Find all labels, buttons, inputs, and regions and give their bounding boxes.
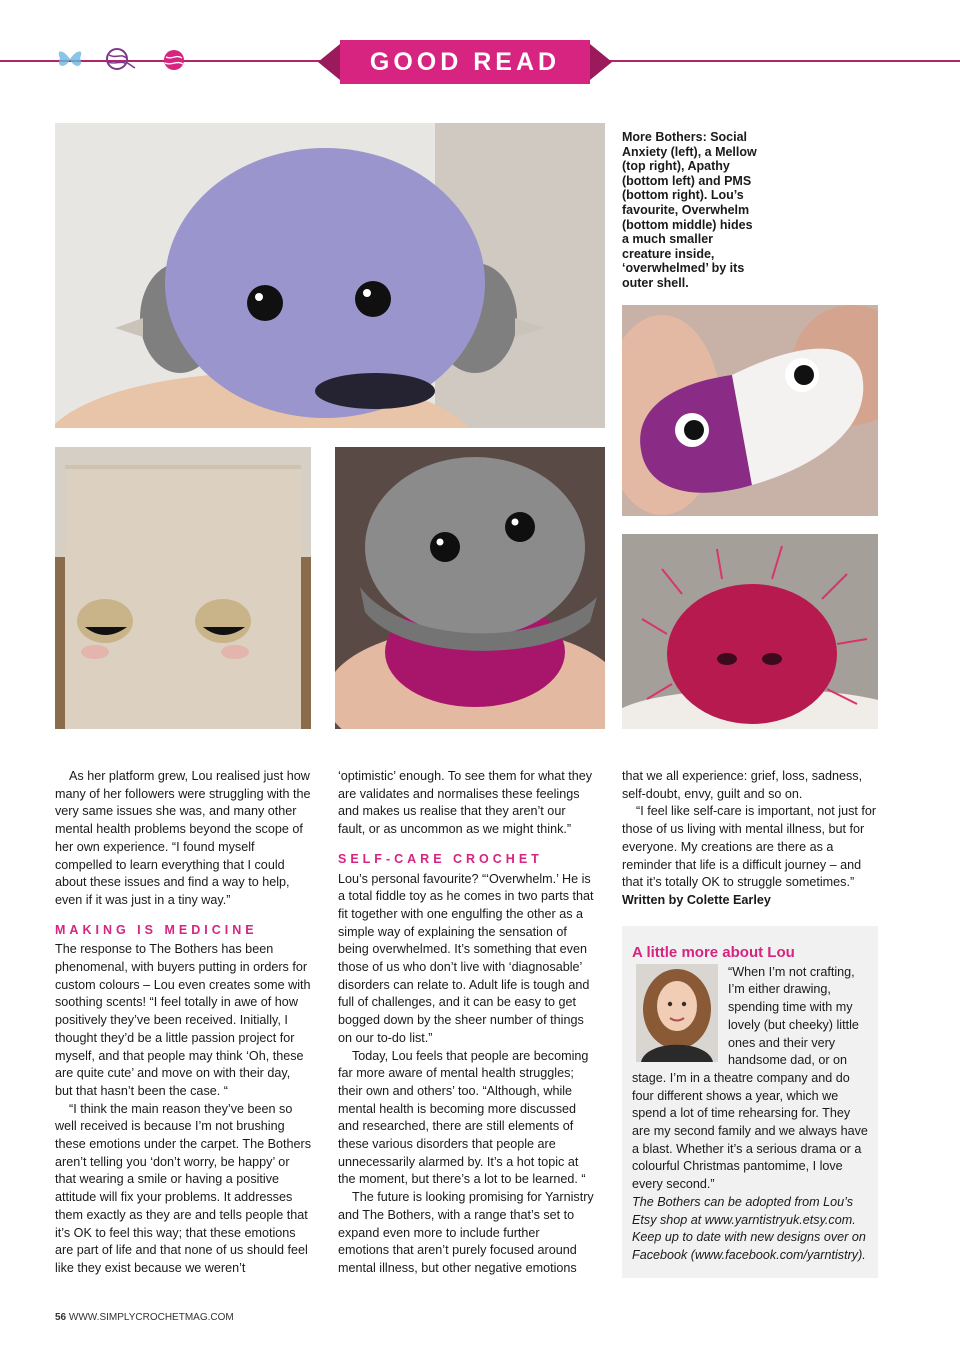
- footer-url: WWW.SIMPLYCROCHETMAG.COM: [68, 1312, 234, 1323]
- boxout-body: “When I’m not crafting, I’m either drawing, spending time with my lovely (but cheeky) little ones and their very handsome dad, or on stage. I’m in a theatre company and do four different shows a year, which we spend a lot of time rehearsing for. They are my second family and we always have a blast. Whether it’s a serious drama or a colourful Christmas pantomime, I love every second.”: [632, 964, 868, 1192]
- boxout-about-lou: [622, 926, 878, 1278]
- paragraph: The future is looking promising for Yarnistry and The Bothers, with a range that’s set to expand even more to include further emotions that aren’t purely focused around mental illness, but other negative emotions: [338, 1190, 594, 1275]
- paragraph: Today, Lou feels that people are becoming far more aware of mental health struggles; their own and others’ too. “Although, while mental health is becoming more discussed and researched, there are still elements of these various disorders that people are unnecessarily alarmed by. It’s a hot topic at the moment, but there’s a lot to be learned. “: [338, 1048, 589, 1187]
- paragraph: Lou’s personal favourite? “‘Overwhelm.’ He is a total fiddle toy as he comes in two parts that fit together with one engulfing the other as a simple way of explaining the sensation of being overwhelmed. It’s something that even those of us who don’t live with ‘diagnosable’ disorders can relate to. Adult life is tough and full of challenges, and it can be easy to get bogged down by the sheer number of things on our to-do list.”: [338, 871, 594, 1045]
- photo-social-anxiety: [55, 123, 605, 428]
- boxout-title: A little more about Lou: [632, 944, 795, 961]
- photo-mellow: [622, 305, 878, 516]
- photo-caption: More Bothers: Social Anxiety (left), a Mellow (top right), Apathy (bottom left) and PMS (bottom right). Lou’s favourite, Overwhelm (bottom middle) hides a much smaller creature inside, ‘overwhelmed’ by its outer shell.: [622, 130, 757, 290]
- column-1: [55, 768, 311, 1278]
- page-footer: [55, 1312, 234, 1323]
- subheading: SELF-CARE CROCHET: [338, 851, 543, 866]
- paragraph: ‘optimistic’ enough. To see them for what they are validates and normalises these feelings and makes us realise that they aren’t our fault, or as uncommon as we might think.”: [338, 769, 593, 837]
- paragraph: The response to The Bothers has been phenomenal, with buyers putting in orders for custom colours – Lou even creates some with soothing scents! “I feel totally in awe of how positively they’ve been received. Initially, I thought they’d be a little passion project for myself, and that people may think ‘Oh, these are quite cute’ and move on with their day, but that hasn’t been the case. “: [55, 942, 311, 1098]
- photo-overwhelm: [335, 447, 605, 729]
- column-3: [622, 768, 878, 910]
- paragraph: that we all experience: grief, loss, sadness, self-doubt, envy, guilt and so on.: [622, 769, 863, 801]
- photo-apathy: [55, 447, 311, 729]
- butterfly-icon: [56, 46, 84, 77]
- portrait-photo: [636, 964, 718, 1062]
- boxout-note: The Bothers can be adopted from Lou’s Etsy shop at www.yarntistryuk.etsy.com. Keep up to date with new designs over on Facebook (www.facebook.com/yarntistry).: [632, 1194, 866, 1262]
- paragraph: “I feel like self-care is important, not just for those of us living with mental illness, but for everyone. My creations are there as a reminder that life is a difficult journey – and that it’s totally OK to struggle sometimes.”: [622, 804, 877, 890]
- paragraph: As her platform grew, Lou realised just how many of her followers were struggling with the very same issues she was, and many other mental health problems beyond the scope of her own experience. “I found myself compelled to learn everything that I could about these issues and find a way to help, even if it was just in a tiny way.”: [55, 769, 311, 907]
- page-number: 56: [55, 1312, 67, 1323]
- paragraph: “I think the main reason they’ve been so well received is because I’m not brushing these emotions under the carpet. The Bothers aren’t telling you ‘don’t worry, be happy’ or that wearing a smile or having a positive attitude will fix your problems. It addresses them exactly as they are and tells people that it’s OK to feel this way; that these emotions are part of life and that none of us should feel like they exist because we weren’t: [55, 1101, 311, 1275]
- subheading: MAKING IS MEDICINE: [55, 922, 258, 937]
- byline: Written by Colette Earley: [622, 892, 771, 907]
- yarn-ball-icon: [162, 48, 186, 77]
- yarn-ball-icon: [104, 46, 136, 77]
- section-banner: GOOD READ: [340, 40, 590, 84]
- column-2: [338, 768, 594, 1278]
- photo-pms: [622, 534, 878, 729]
